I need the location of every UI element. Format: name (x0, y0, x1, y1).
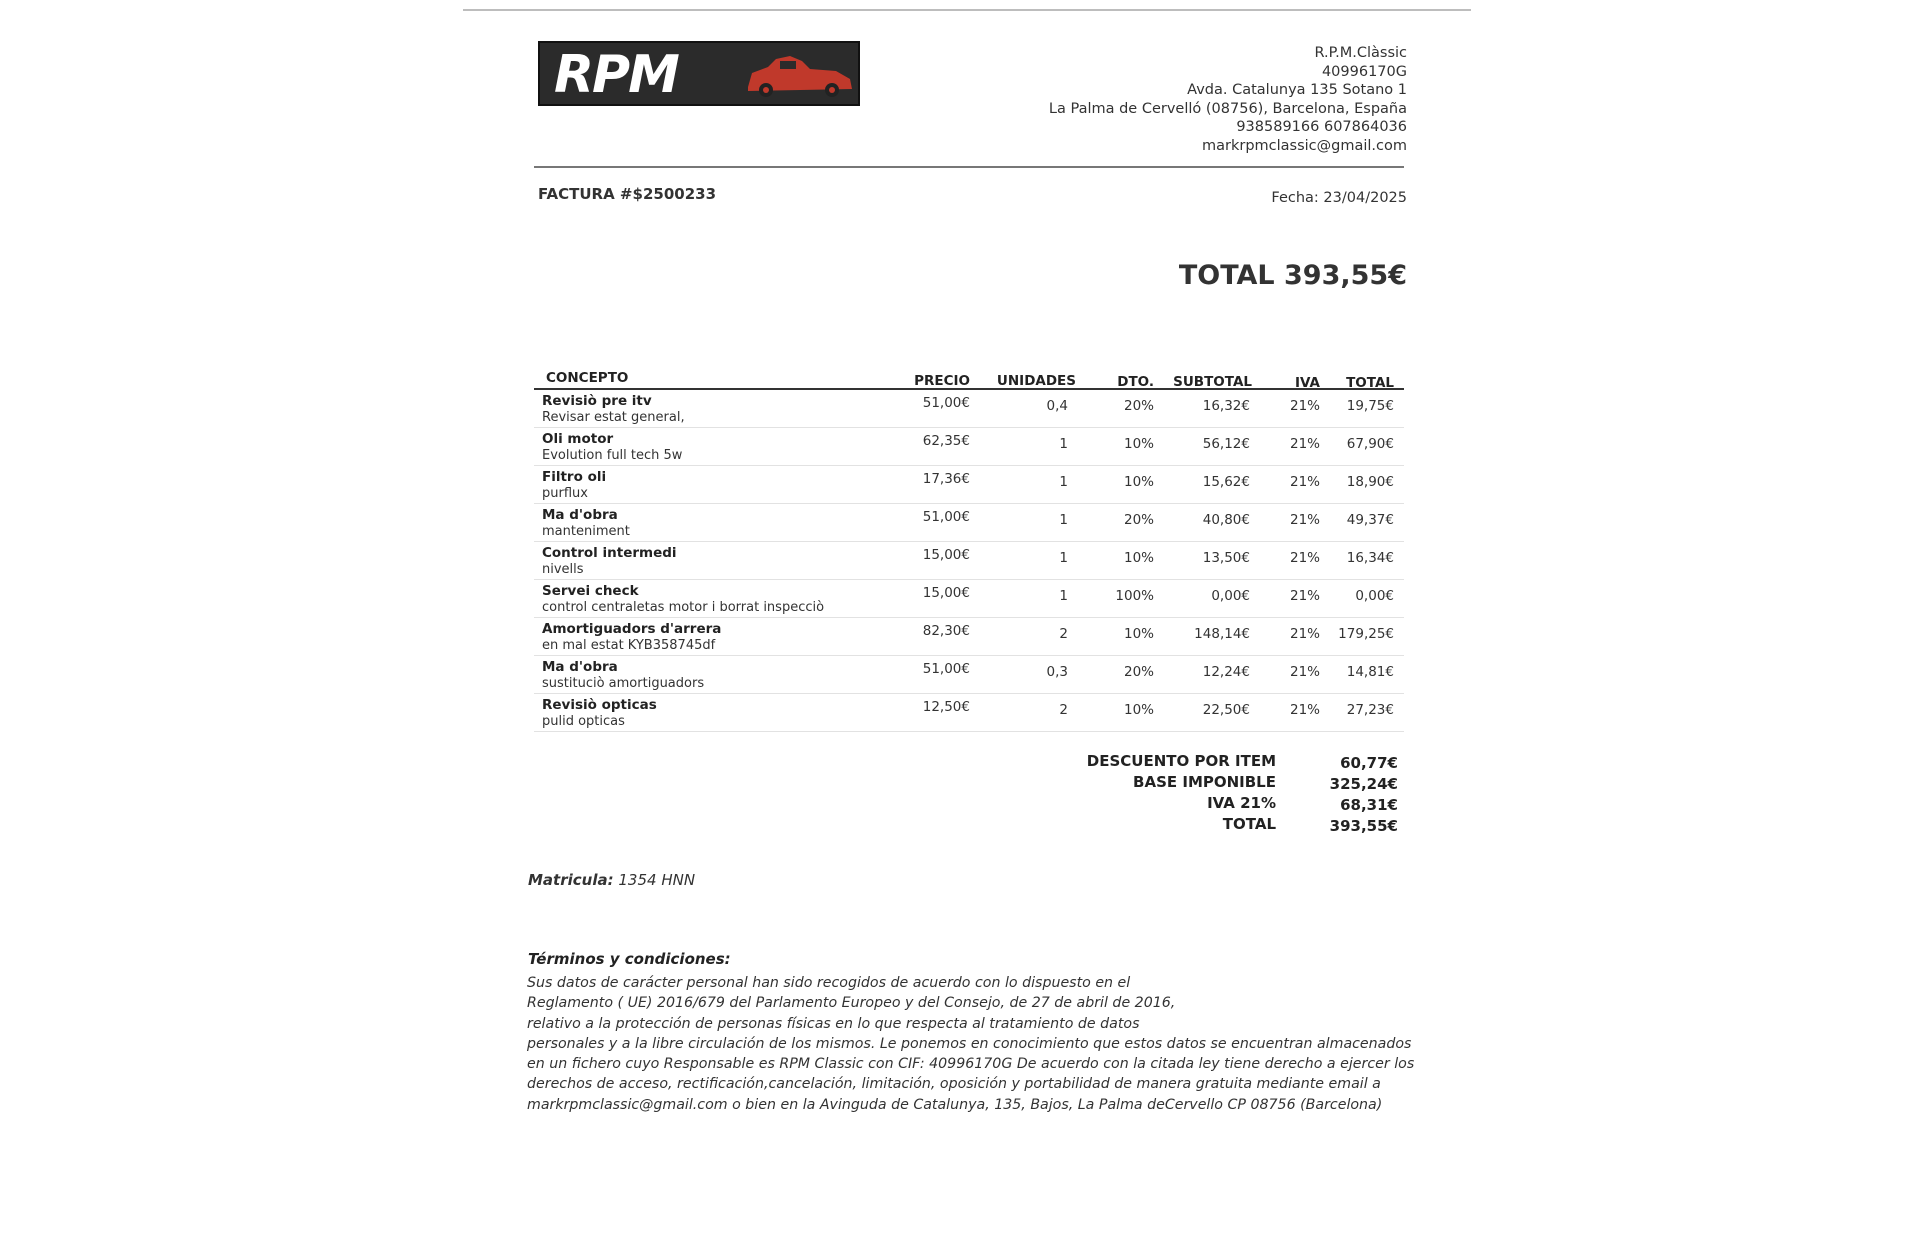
invoice-number: FACTURA #$2500233 (538, 185, 717, 203)
item-price: 17,36€ (922, 471, 970, 487)
totals-value: 60,77€ (1340, 754, 1398, 772)
grand-total: TOTAL 393,55€ (1178, 260, 1407, 291)
item-price: 51,00€ (922, 509, 970, 525)
item-description: nivells (542, 562, 584, 577)
item-name: Servei check (542, 583, 639, 599)
totals-summary (1060, 752, 1404, 836)
terms-title: Términos y condiciones: (528, 950, 731, 968)
header-total: TOTAL (1346, 375, 1394, 391)
item-total: 16,34€ (1346, 550, 1394, 566)
item-subtotal: 40,80€ (1202, 512, 1250, 528)
totals-label: DESCUENTO POR ITEM (1086, 752, 1276, 770)
items-table-header (534, 366, 1404, 390)
item-discount: 100% (1115, 588, 1154, 604)
item-discount: 20% (1123, 664, 1154, 680)
terms-line: en un fichero cuyo Responsable es RPM Classic con CIF: 40996170G De acuerdo con la citada ley tiene derecho a ejercer los (527, 1056, 1415, 1073)
item-subtotal: 148,14€ (1194, 626, 1250, 642)
item-iva: 21% (1289, 550, 1320, 566)
items-table-body (534, 390, 1404, 732)
header-divider (534, 166, 1404, 168)
item-units: 0,3 (1046, 664, 1068, 680)
item-price: 51,00€ (922, 661, 970, 677)
item-units: 1 (1059, 550, 1068, 566)
totals-label: IVA 21% (1207, 794, 1276, 812)
company-name: R.P.M.Clàssic (1314, 45, 1407, 61)
item-description: control centraletas motor i borrat inspecciò (542, 600, 825, 615)
item-units: 1 (1059, 436, 1068, 452)
item-iva: 21% (1289, 474, 1320, 490)
header-discount: DTO. (1117, 374, 1154, 390)
item-total: 179,25€ (1338, 626, 1394, 642)
terms-line: personales y a la libre circulación de los mismos. Le ponemos en conocimiento que estos datos se encuentran almacenados (527, 1035, 1412, 1052)
header-iva: IVA (1294, 375, 1320, 391)
item-subtotal: 22,50€ (1202, 702, 1250, 718)
item-total: 49,37€ (1346, 512, 1394, 528)
totals-label: BASE IMPONIBLE (1133, 773, 1276, 791)
totals-row (1060, 794, 1404, 815)
item-price: 15,00€ (922, 585, 970, 601)
item-total: 14,81€ (1346, 664, 1394, 680)
item-iva: 21% (1289, 664, 1320, 680)
item-units: 1 (1059, 588, 1068, 604)
item-discount: 10% (1123, 702, 1154, 718)
item-description: manteniment (542, 524, 630, 539)
item-discount: 10% (1123, 626, 1154, 642)
item-subtotal: 0,00€ (1211, 588, 1250, 604)
item-iva: 21% (1289, 626, 1320, 642)
vehicle-plate-value: 1354 HNN (618, 871, 696, 889)
item-units: 1 (1059, 512, 1068, 528)
item-description: Revisar estat general, (542, 410, 685, 425)
terms-line: Reglamento ( UE) 2016/679 del Parlamento Europeo y del Consejo, de 27 de abril de 2016, (527, 995, 1176, 1012)
item-description: pulid opticas (542, 714, 625, 729)
company-city: La Palma de Cervelló (08756), Barcelona, España (1048, 100, 1407, 117)
table-row (534, 390, 1404, 428)
company-info (1049, 44, 1407, 155)
item-description: purflux (542, 486, 588, 501)
item-subtotal: 13,50€ (1202, 550, 1250, 566)
terms-line: markrpmclassic@gmail.com o bien en la Avinguda de Catalunya, 135, Bajos, La Palma deCervello CP 08756 (Barcelona) (527, 1096, 1383, 1113)
item-discount: 10% (1123, 550, 1154, 566)
item-discount: 20% (1123, 398, 1154, 414)
item-description: en mal estat KYB358745df (542, 638, 716, 653)
table-row (534, 428, 1404, 466)
item-name: Amortiguadors d'arrera (542, 621, 722, 637)
terms-line: relativo a la protección de personas físicas en lo que respecta al tratamiento de datos (527, 1015, 1140, 1032)
table-row (534, 580, 1404, 618)
table-row (534, 656, 1404, 694)
logo-graphic (540, 43, 858, 104)
item-subtotal: 56,12€ (1202, 436, 1250, 452)
company-phones: 938589166 607864036 (1236, 119, 1407, 135)
item-total: 18,90€ (1346, 474, 1394, 490)
vehicle-plate-label: Matricula: (528, 871, 614, 889)
item-iva: 21% (1289, 512, 1320, 528)
vehicle-plate (528, 871, 695, 889)
company-logo (538, 41, 860, 106)
item-units: 2 (1059, 702, 1068, 718)
item-iva: 21% (1289, 436, 1320, 452)
company-email: markrpmclassic@gmail.com (1201, 137, 1407, 154)
item-total: 67,90€ (1346, 436, 1394, 452)
item-name: Control intermedi (542, 545, 677, 561)
terms-line: derechos de acceso, rectificación,cancelación, limitación, oposición y portabilidad de manera gratuita mediante email a (527, 1076, 1381, 1093)
classic-car-icon (748, 56, 852, 97)
item-description: Evolution full tech 5w (542, 448, 683, 463)
table-row (534, 466, 1404, 504)
item-name: Oli motor (542, 431, 614, 447)
item-price: 15,00€ (922, 547, 970, 563)
table-row (534, 504, 1404, 542)
totals-row (1060, 815, 1404, 836)
totals-value: 68,31€ (1340, 796, 1398, 814)
logo-text: RPM (554, 45, 678, 104)
terms-line: Sus datos de carácter personal han sido recogidos de acuerdo con lo dispuesto en el (527, 975, 1131, 991)
item-discount: 20% (1123, 512, 1154, 528)
item-units: 0,4 (1046, 398, 1068, 414)
header-subtotal: SUBTOTAL (1173, 374, 1252, 390)
totals-row (1060, 752, 1404, 773)
table-row (534, 694, 1404, 732)
header-units: UNIDADES (996, 373, 1076, 389)
invoice-date: Fecha: 23/04/2025 (1271, 190, 1407, 206)
totals-row (1060, 773, 1404, 794)
item-name: Revisiò opticas (542, 697, 657, 713)
item-price: 51,00€ (922, 395, 970, 411)
item-subtotal: 16,32€ (1202, 398, 1250, 414)
totals-value: 393,55€ (1329, 817, 1398, 835)
totals-value: 325,24€ (1329, 775, 1398, 793)
item-name: Filtro oli (542, 469, 607, 485)
item-subtotal: 12,24€ (1202, 664, 1250, 680)
item-discount: 10% (1123, 474, 1154, 490)
table-row (534, 542, 1404, 580)
item-description: sustituciò amortiguadors (542, 676, 705, 691)
table-row (534, 618, 1404, 656)
company-tax-id: 40996170G (1321, 63, 1407, 80)
terms-body (527, 973, 1427, 1115)
item-name: Ma d'obra (542, 659, 618, 675)
item-iva: 21% (1289, 398, 1320, 414)
item-iva: 21% (1289, 588, 1320, 604)
totals-label: TOTAL (1222, 815, 1276, 833)
item-subtotal: 15,62€ (1202, 474, 1250, 490)
item-discount: 10% (1123, 436, 1154, 452)
item-price: 82,30€ (922, 623, 970, 639)
header-concept: CONCEPTO (546, 370, 629, 386)
item-name: Ma d'obra (542, 507, 618, 523)
header-price: PRECIO (914, 373, 970, 389)
item-price: 62,35€ (922, 433, 970, 449)
item-iva: 21% (1289, 702, 1320, 718)
item-name: Revisiò pre itv (542, 393, 652, 409)
items-table (534, 366, 1404, 732)
item-units: 1 (1059, 474, 1068, 490)
item-total: 0,00€ (1355, 588, 1394, 604)
item-price: 12,50€ (922, 699, 970, 715)
item-total: 19,75€ (1346, 398, 1394, 414)
company-address: Avda. Catalunya 135 Sotano 1 (1187, 82, 1407, 98)
item-units: 2 (1059, 626, 1068, 642)
item-total: 27,23€ (1346, 702, 1394, 718)
